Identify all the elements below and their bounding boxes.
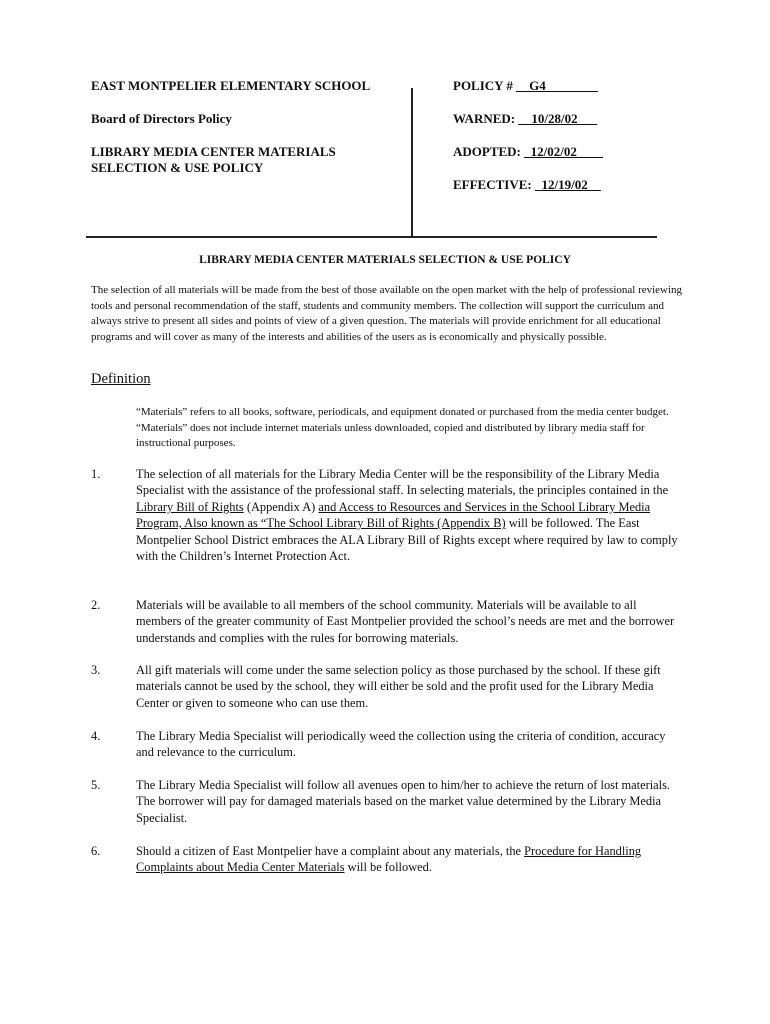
policy-number-value: __G4________ (516, 78, 598, 93)
item-number: 4. (91, 729, 101, 743)
item-number: 5. (91, 778, 101, 792)
adopted-value: _12/02/02____ (524, 144, 603, 159)
board-policy-label: Board of Directors Policy (91, 111, 232, 126)
adopted-date (453, 144, 683, 160)
definition-heading: Definition (91, 371, 151, 387)
policy-item-5 (91, 777, 685, 826)
item-number: 2. (91, 598, 101, 612)
policy-title-line2: SELECTION & USE POLICY (91, 160, 264, 175)
item-text: Should a citizen of East Montpelier have a complaint about any materials, the Procedure for Handling Complaints about Media Center Materials will be followed. (136, 844, 642, 875)
policy-title-line1: LIBRARY MEDIA CENTER MATERIALS (91, 144, 336, 159)
policy-item-1 (91, 466, 685, 564)
item-text: All gift materials will come under the same selection policy as those purchased by the school. If these gift materials cannot be used by the school, they will either be sold and the profit used for the Library Media Center or given to someone who can use them. (136, 663, 661, 710)
header-vertical-divider (411, 88, 413, 238)
effective-value: _12/19/02__ (534, 177, 601, 192)
policy-number-label: POLICY # (453, 78, 513, 93)
definition-body: “Materials” refers to all books, software, periodicals, and equipment donated or purchased from the media center budget. “Materials” does not include internet materials unless downloaded, copied and distributed by library media staff for instructional purposes. (136, 406, 669, 450)
header-horizontal-divider (86, 236, 657, 238)
warned-label: WARNED: (453, 111, 516, 126)
adopted-label: ADOPTED: (453, 144, 521, 159)
header-left (91, 78, 391, 176)
policy-item-4 (91, 728, 685, 761)
item-text: Materials will be available to all members of the school community. Materials will be available to all members of the greater community of East Montpelier provided the school’s needs are met and the borrower understands and complies with the rules for borrowing materials. (136, 598, 675, 645)
intro-paragraph: The selection of all materials will be made from the best of those available on the open market with the help of professional reviewing tools and personal recommendation of the staff, students and community members. The collection will support the curriculum and always strive to present all sides and points of view of a given question. The materials will provide enrichment for all educational programs and will cover as many of the interests and abilities of the users as is economically and physically possible. (91, 284, 683, 343)
document-title: LIBRARY MEDIA CENTER MATERIALS SELECTION & USE POLICY (199, 254, 571, 266)
policy-number (453, 78, 683, 94)
header-right (453, 78, 683, 193)
complaint-procedure-link[interactable]: Procedure for Handling Complaints about Media Center Materials (136, 844, 642, 875)
item-text: The Library Media Specialist will periodically weed the collection using the criteria of condition, accuracy and relevance to the curriculum. (136, 729, 666, 760)
school-name: EAST MONTPELIER ELEMENTARY SCHOOL (91, 78, 371, 93)
warned-value: __10/28/02___ (518, 111, 598, 126)
warned-date (453, 111, 683, 127)
effective-label: EFFECTIVE: (453, 177, 532, 192)
item-text: The Library Media Specialist will follow all avenues open to him/her to achieve the return of lost materials. The borrower will pay for damaged materials based on the market value determined by the Library Media Specialist. (136, 778, 671, 825)
effective-date (453, 177, 683, 193)
item-number: 1. (91, 467, 101, 481)
policy-item-3 (91, 662, 685, 711)
item-number: 3. (91, 663, 101, 677)
access-to-resources-link[interactable]: and Access to Resources and Services in the School Library Media Program, Also known as “The School Library Bill of Rights (Appendix B) (136, 499, 651, 531)
item-number: 6. (91, 844, 101, 858)
policy-item-6 (91, 843, 685, 876)
library-bill-of-rights-link[interactable]: Library Bill of Rights (136, 499, 244, 514)
policy-item-2 (91, 597, 685, 646)
item-text: The selection of all materials for the Library Media Center will be the responsibility of the Library Media Specialist with the assistance of the professional staff. In selecting materials, the principles contained in the Library Bill of Rights (Appendix A) and Access to Resources and Services in the School Library Media Program, Also known as “The School Library Bill of Rights (Appendix B) will be followed. The East Montpelier School District embraces the ALA Library Bill of Rights except where required by law to comply with the Children’s Internet Protection Act. (136, 467, 678, 564)
